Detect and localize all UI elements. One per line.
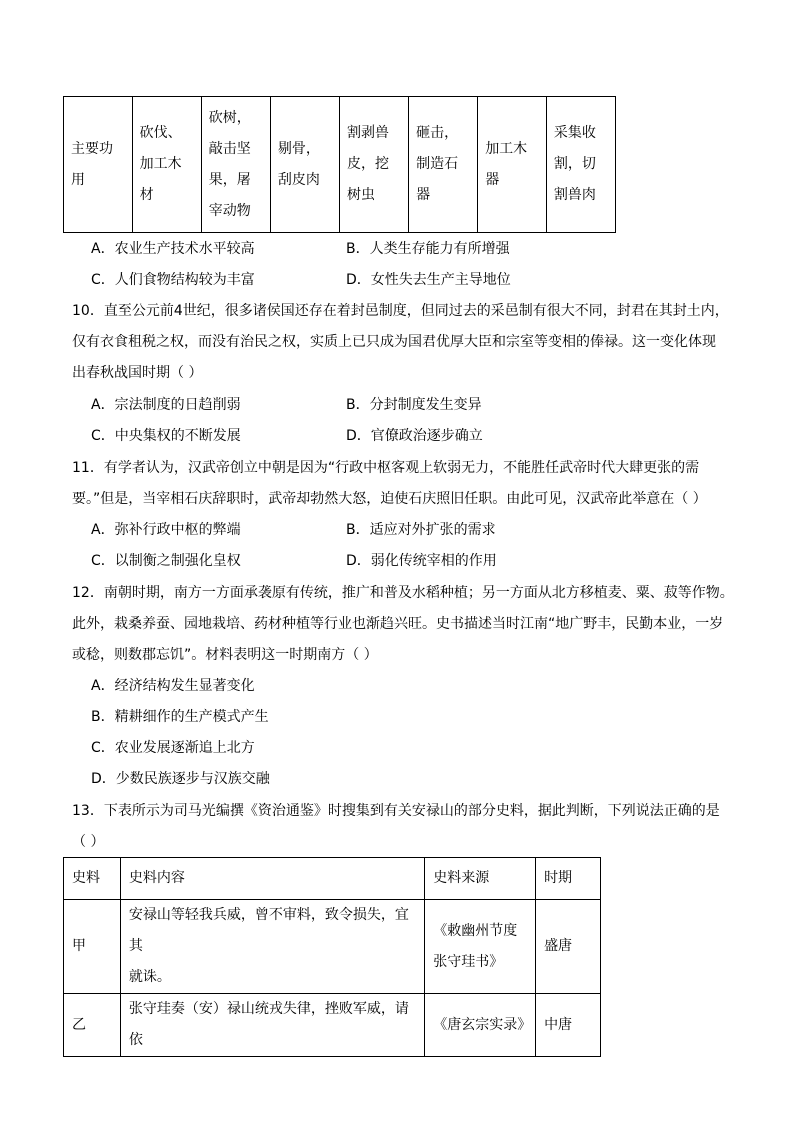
table-cell-id: 乙 bbox=[64, 994, 121, 1057]
q11-stem-line-2: 要。”但是，当宰相石庆辞职时，武帝却勃然大怒，迫使石庆照旧任职。由此可见，汉武帝此举意在（ ） bbox=[72, 491, 707, 507]
table-cell-period: 盛唐 bbox=[536, 900, 601, 994]
q13-stem-line-1: 13．下表所示为司马光编撰《资治通鉴》时搜集到有关安禄山的部分史料，据此判断，下列说法正确的是 bbox=[72, 803, 720, 819]
table-cell: 割剥兽皮，挖树虫 bbox=[339, 97, 408, 233]
q10-stem-line-2: 仅有衣食租税之权，而没有治民之权，实质上已只成为国君优厚大臣和宗室等变相的俸禄。这一变化体现 bbox=[72, 334, 716, 350]
q9-option-a: A．农业生产技术水平较高 bbox=[91, 241, 255, 257]
q12-option-b: B．精耕细作的生产模式产生 bbox=[91, 709, 269, 725]
q11-stem-line-1: 11．有学者认为，汉武帝创立中朝是因为“行政中枢客观上软弱无力，不能胜任武帝时代大肆更张的需 bbox=[72, 460, 700, 476]
q11-option-d: D．弱化传统宰相的作用 bbox=[346, 553, 497, 569]
table-cell-content bbox=[120, 900, 424, 994]
q11-option-c: C．以制衡之制强化皇权 bbox=[91, 553, 241, 569]
table-header-cell: 史料内容 bbox=[120, 858, 424, 900]
table-cell: 加工木器 bbox=[478, 97, 547, 233]
q10-option-d: D．官僚政治逐步确立 bbox=[346, 428, 483, 444]
historical-sources-table bbox=[63, 857, 601, 1057]
q10-option-b: B．分封制度发生变异 bbox=[346, 397, 482, 413]
q12-option-c: C．农业发展逐渐追上北方 bbox=[91, 740, 255, 756]
q10-option-c: C．中央集权的不断发展 bbox=[91, 428, 241, 444]
table-cell: 砍伐、加工木材 bbox=[132, 97, 201, 233]
tool-function-table bbox=[63, 96, 616, 233]
table-cell-content: 张守珪奏（安）禄山统戎失律，挫败军威，请依 bbox=[120, 994, 424, 1057]
q10-option-a: A．宗法制度的日趋削弱 bbox=[91, 397, 241, 413]
cell-line: 《敕幽州节度 bbox=[433, 922, 518, 939]
table-cell-id: 甲 bbox=[64, 900, 121, 994]
table-cell: 砸击，制造石器 bbox=[409, 97, 478, 233]
cell-line: 安禄山等轻我兵威，曾不审料，致令损失，宜其 bbox=[128, 907, 409, 954]
q12-stem-line-3: 或稔，则数郡忘饥”。材料表明这一时期南方（ ） bbox=[72, 647, 378, 663]
q11-option-b: B．适应对外扩张的需求 bbox=[346, 522, 496, 538]
cell-line: 张守珪书》 bbox=[433, 953, 504, 970]
table-header-cell: 史料来源 bbox=[425, 858, 536, 900]
table-cell-source: 《唐玄宗实录》 bbox=[425, 994, 536, 1057]
q12-stem-line-2: 此外，栽桑养蚕、园地栽培、药材种植等行业也渐趋兴旺。史书描述当时江南“地广野丰，民勤本业，一岁 bbox=[72, 616, 724, 632]
table-row bbox=[64, 97, 616, 233]
table-header-row bbox=[64, 858, 601, 900]
table-cell: 砍树，敲击坚果，屠宰动物 bbox=[201, 97, 270, 233]
table-cell-row-label: 主要功用 bbox=[64, 97, 133, 233]
table-row bbox=[64, 994, 601, 1057]
table-row bbox=[64, 900, 601, 994]
q9-option-b: B．人类生存能力有所增强 bbox=[346, 241, 510, 257]
q9-option-c: C．人们食物结构较为丰富 bbox=[91, 272, 255, 288]
q13-stem-line-2: （ ） bbox=[72, 834, 105, 850]
table-cell: 剔骨，刮皮肉 bbox=[270, 97, 339, 233]
q12-option-a: A．经济结构发生显著变化 bbox=[91, 678, 255, 694]
cell-line: 就诛。 bbox=[128, 969, 171, 985]
table-cell-period: 中唐 bbox=[536, 994, 601, 1057]
q11-option-a: A．弥补行政中枢的弊端 bbox=[91, 522, 241, 538]
q10-stem-line-1: 10．直至公元前4世纪，很多诸侯国还存在着封邑制度，但同过去的采邑制有很大不同，封君在其封土内， bbox=[72, 303, 729, 319]
table-cell: 采集收割，切割兽肉 bbox=[546, 97, 615, 233]
table-cell-source bbox=[425, 900, 536, 994]
q9-option-d: D．女性失去生产主导地位 bbox=[346, 272, 511, 288]
q10-stem-line-3: 出春秋战国时期（ ） bbox=[72, 365, 203, 381]
table-header-cell: 史料 bbox=[64, 858, 121, 900]
q12-stem-line-1: 12．南朝时期，南方一方面承袭原有传统，推广和普及水稻种植；另一方面从北方移植麦、粟、菽等作物。 bbox=[72, 585, 734, 601]
table-header-cell: 时期 bbox=[536, 858, 601, 900]
q12-option-d: D．少数民族逐步与汉族交融 bbox=[91, 771, 270, 787]
